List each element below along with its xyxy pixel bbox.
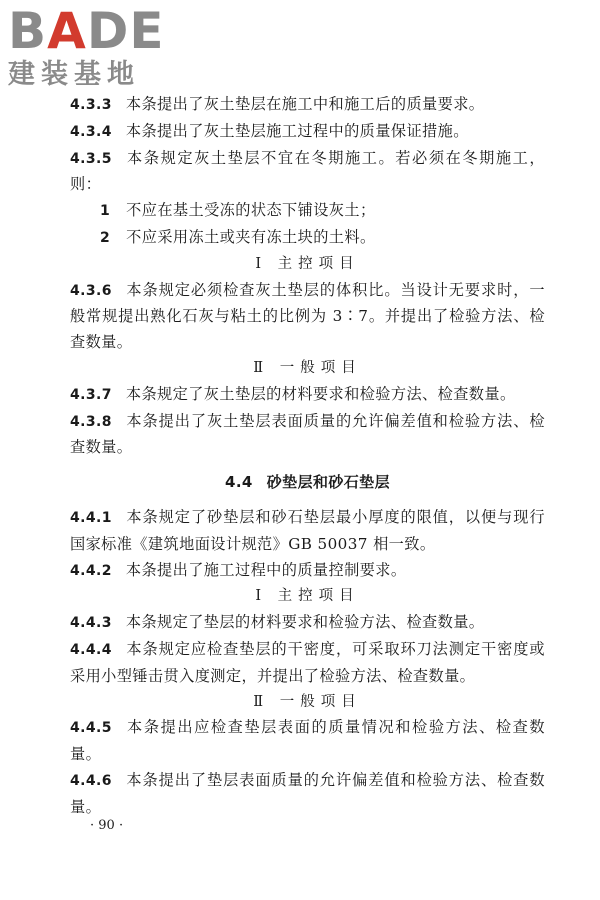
logo-chinese: 建装基地 — [8, 59, 140, 90]
heading-general-items: Ⅱ 一般项目 — [253, 359, 362, 376]
clause-4-4-6: 4.4.6 本条提出了垫层表面质量的允许偏差值和检验方法、检查数量。 — [70, 770, 545, 816]
heading-main-items: Ⅰ 主控项目 — [255, 255, 360, 272]
clause-4-4-2: 4.4.2 本条提出了施工过程中的质量控制要求。 — [70, 560, 407, 579]
clause-4-4-1: 4.4.1 本条规定了砂垫层和砂石垫层最小厚度的限值，以便与现行国家标准《建筑地面设计规范》GB 50037 相一致。 — [70, 507, 545, 553]
heading-main-items: Ⅰ 主控项目 — [255, 588, 360, 605]
clause-4-3-3: 4.3.3 本条提出了灰土垫层在施工中和施工后的质量要求。 — [70, 95, 485, 113]
logo-wordmark: BADE — [8, 2, 165, 60]
clause-4-3-6: 4.3.6 本条规定必须检查灰土垫层的体积比。当设计无要求时，一般常规提出熟化石灰与粘土的比例为 3∶7。并提出了检验方法、检查数量。 — [70, 280, 545, 352]
section-title: 4.4 砂垫层和砂石垫层 — [225, 473, 390, 492]
clause-4-4-4: 4.4.4 本条规定应检查垫层的干密度，可采取环刀法测定干密度或采用小型锤击贯入度测定，并提出了检验方法、检查数量。 — [70, 639, 545, 685]
clause-4-4-5: 4.4.5 本条提出应检查垫层表面的质量情况和检验方法、检查数量。 — [70, 718, 545, 764]
sub-item-1: 1 不应在基土受冻的状态下铺设灰土； — [100, 201, 376, 220]
brand-logo — [8, 4, 178, 90]
document-body — [70, 92, 545, 821]
clause-4-4-3: 4.4.3 本条规定了垫层的材料要求和检验方法、检查数量。 — [70, 613, 485, 632]
sub-item-2: 2 不应采用冻土或夹有冻土块的土料。 — [100, 227, 376, 246]
clause-4-3-8: 4.3.8 本条提出了灰土垫层表面质量的允许偏差值和检验方法、检查数量。 — [70, 411, 545, 457]
clause-4-3-5: 4.3.5 本条规定灰土垫层不宜在冬期施工。若必须在冬期施工，则： — [70, 148, 545, 194]
clause-4-3-7: 4.3.7 本条规定了灰土垫层的材料要求和检验方法、检查数量。 — [70, 384, 516, 403]
clause-4-3-4: 4.3.4 本条提出了灰土垫层施工过程中的质量保证措施。 — [70, 121, 469, 140]
heading-general-items: Ⅱ 一般项目 — [253, 693, 362, 710]
page-number: · 90 · — [90, 818, 124, 833]
